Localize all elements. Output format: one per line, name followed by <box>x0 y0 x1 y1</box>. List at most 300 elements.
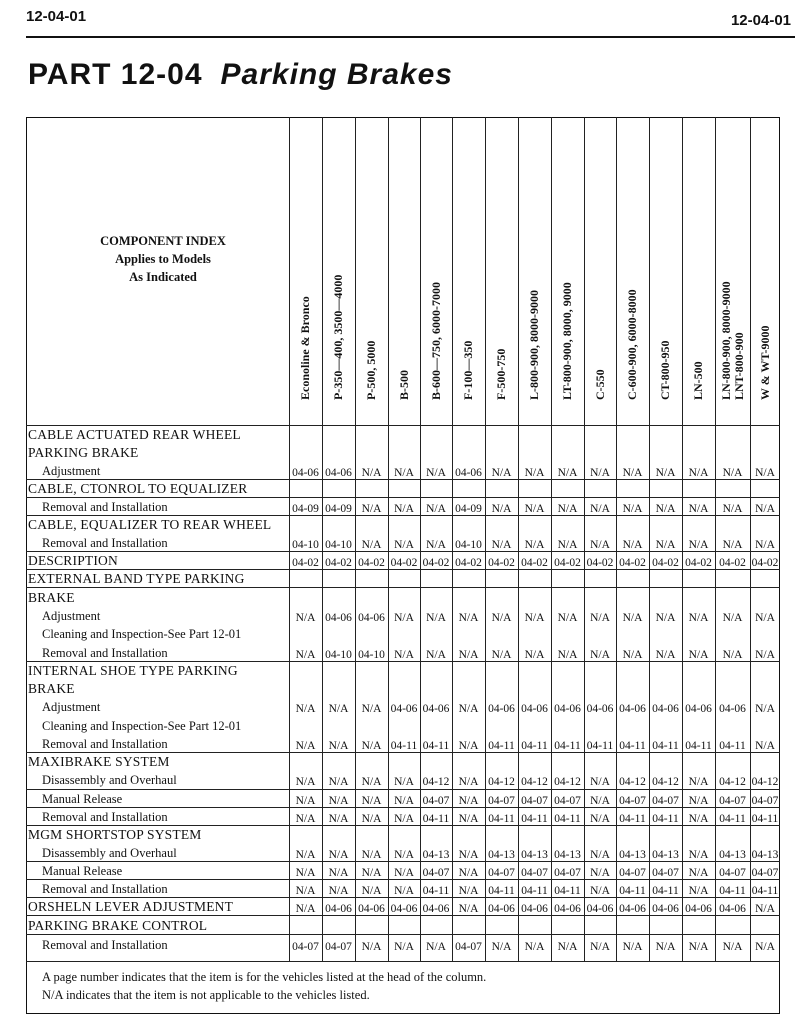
table-cell: N/A <box>590 941 610 953</box>
row-label: Manual Release <box>42 864 123 878</box>
table-cell: 04-07 <box>488 867 515 879</box>
table-cell: 04-11 <box>652 813 679 825</box>
table-cell: 04-02 <box>390 557 418 569</box>
table-cell: 04-07 <box>652 867 679 879</box>
table-cell: 04-06 <box>325 903 352 915</box>
row-divider <box>26 961 780 962</box>
column-header-line: F-100—350 <box>461 340 475 400</box>
table-cell: 04-11 <box>619 813 646 825</box>
table-cell: 04-02 <box>751 557 779 569</box>
table-cell: 04-02 <box>619 557 646 569</box>
component-index-subtitle-2: As Indicated <box>129 270 197 284</box>
table-cell: N/A <box>722 612 743 624</box>
table-cell: N/A <box>755 649 775 661</box>
table-cell: 04-07 <box>292 941 319 953</box>
table-cell: N/A <box>655 539 676 551</box>
table-cell: N/A <box>394 612 414 624</box>
row-label: Removal and Installation <box>42 882 168 896</box>
table-cell: N/A <box>394 776 414 788</box>
table-cell: N/A <box>458 649 479 661</box>
column-header-line: C-550 <box>592 369 607 400</box>
section-title: PARKING BRAKE <box>28 445 139 460</box>
section-title: EXTERNAL BAND TYPE PARKING <box>28 571 245 586</box>
table-cell: N/A <box>590 867 610 879</box>
table-cell: N/A <box>426 612 446 624</box>
column-header <box>720 281 746 400</box>
table-cell: N/A <box>394 941 414 953</box>
row-label: Adjustment <box>42 609 101 623</box>
row-label: Cleaning and Inspection-See Part 12-01 <box>42 627 242 641</box>
table-cell: N/A <box>688 867 709 879</box>
table-cell: N/A <box>524 467 545 479</box>
table-cell: N/A <box>722 649 743 661</box>
table-cell: 04-13 <box>751 849 779 861</box>
table-cell: 04-06 <box>521 703 548 715</box>
table-cell: 04-10 <box>455 539 482 551</box>
table-cell: N/A <box>361 703 382 715</box>
table-cell: 04-11 <box>521 813 548 825</box>
column-header-line: LT-800-900, 8000, 9000 <box>560 282 574 400</box>
table-cell: 04-12 <box>554 776 581 788</box>
table-cell: N/A <box>655 941 676 953</box>
table-cell: N/A <box>655 503 676 515</box>
table-cell: 04-11 <box>488 885 515 897</box>
table-cell: N/A <box>688 795 709 807</box>
table-cell: N/A <box>557 612 578 624</box>
table-cell: N/A <box>755 941 775 953</box>
table-cell: 04-12 <box>751 776 779 788</box>
table-cell: N/A <box>524 612 545 624</box>
table-cell: N/A <box>295 740 316 752</box>
table-cell: N/A <box>491 467 512 479</box>
table-cell: N/A <box>590 612 610 624</box>
column-header <box>626 289 639 400</box>
column-header-line: LNT-800-900 <box>731 332 746 400</box>
column-header <box>528 290 541 400</box>
row-label: Removal and Installation <box>42 500 168 514</box>
table-cell: N/A <box>458 849 479 861</box>
table-cell: 04-11 <box>422 885 450 897</box>
table-cell: 04-09 <box>325 503 352 515</box>
table-cell: N/A <box>491 539 512 551</box>
row-label: Removal and Installation <box>42 646 168 660</box>
table-cell: N/A <box>295 903 316 915</box>
table-cell: N/A <box>722 539 743 551</box>
part-subject: Parking Brakes <box>220 58 453 91</box>
table-cell: N/A <box>394 795 414 807</box>
table-cell: N/A <box>295 776 316 788</box>
table-cell: N/A <box>361 503 382 515</box>
table-cell: 04-11 <box>751 885 779 897</box>
table-cell: N/A <box>295 795 316 807</box>
row-label: Disassembly and Overhaul <box>42 846 177 860</box>
table-cell: 04-11 <box>390 740 418 752</box>
table-cell: N/A <box>458 903 479 915</box>
table-cell: 04-12 <box>488 776 515 788</box>
table-cell: 04-06 <box>554 703 581 715</box>
table-cell: 04-07 <box>422 795 450 807</box>
table-cell: 04-13 <box>719 849 746 861</box>
section-title: CABLE ACTUATED REAR WHEEL <box>28 427 241 442</box>
table-cell: N/A <box>590 467 610 479</box>
section-title: BRAKE <box>28 590 75 605</box>
table-cell: N/A <box>524 503 545 515</box>
table-cell: N/A <box>295 649 316 661</box>
table-cell: N/A <box>394 649 414 661</box>
table-cell: N/A <box>458 703 479 715</box>
table-cell: 04-11 <box>751 813 779 825</box>
page-title <box>28 58 453 92</box>
table-cell: N/A <box>755 740 775 752</box>
table-cell: 04-11 <box>619 885 646 897</box>
table-cell: 04-11 <box>422 740 450 752</box>
table-cell: N/A <box>361 795 382 807</box>
table-cell: 04-11 <box>422 813 450 825</box>
column-header <box>365 341 378 400</box>
table-cell: N/A <box>394 503 414 515</box>
column-header <box>594 369 607 400</box>
table-cell: N/A <box>458 795 479 807</box>
table-cell: 04-07 <box>619 795 646 807</box>
table-cell: N/A <box>557 649 578 661</box>
section-title: INTERNAL SHOE TYPE PARKING <box>28 663 238 678</box>
table-cell: 04-06 <box>488 903 515 915</box>
table-cell: N/A <box>361 776 382 788</box>
table-cell: 04-02 <box>521 557 548 569</box>
table-cell: N/A <box>590 649 610 661</box>
table-cell: N/A <box>755 903 775 915</box>
table-cell: N/A <box>328 795 349 807</box>
table-cell: 04-09 <box>455 503 482 515</box>
column-header-line: LN-500 <box>691 361 705 400</box>
table-cell: 04-06 <box>652 703 679 715</box>
table-cell: 04-13 <box>554 849 581 861</box>
component-index-subtitle: Applies to Models <box>115 252 211 266</box>
table-cell: N/A <box>688 467 709 479</box>
row-label: Removal and Installation <box>42 737 168 751</box>
column-header <box>462 341 475 400</box>
table-cell: N/A <box>361 941 382 953</box>
table-cell: 04-12 <box>521 776 548 788</box>
section-title: MAXIBRAKE SYSTEM <box>28 754 170 769</box>
table-cell: N/A <box>394 539 414 551</box>
page-number-left: 12-04-01 <box>26 8 87 25</box>
footnote-page-number: A page number indicates that the item is for the vehicles listed at the head of the column. <box>42 970 487 984</box>
table-cell: N/A <box>361 849 382 861</box>
column-header <box>495 349 508 400</box>
table-cell: N/A <box>524 649 545 661</box>
table-cell: 04-02 <box>719 557 746 569</box>
part-number: PART 12-04 <box>28 58 203 91</box>
table-cell: N/A <box>458 813 479 825</box>
table-cell: 04-10 <box>325 649 352 661</box>
table-cell: N/A <box>590 885 610 897</box>
table-cell: 04-11 <box>719 885 746 897</box>
table-cell: 04-06 <box>685 703 712 715</box>
table-cell: 04-06 <box>488 703 515 715</box>
table-cell: 04-07 <box>422 867 450 879</box>
table-cell: 04-07 <box>488 795 515 807</box>
column-header-line: B-500 <box>396 370 411 400</box>
table-cell: 04-02 <box>422 557 450 569</box>
table-cell: N/A <box>655 467 676 479</box>
table-cell: 04-06 <box>619 903 646 915</box>
table-cell: 04-06 <box>390 703 418 715</box>
row-label: Disassembly and Overhaul <box>42 773 177 787</box>
table-cell: 04-12 <box>619 776 646 788</box>
row-label: Removal and Installation <box>42 810 168 824</box>
table-cell: 04-07 <box>719 867 746 879</box>
table-cell: 04-06 <box>358 612 385 624</box>
column-header <box>561 282 574 400</box>
table-cell: N/A <box>524 539 545 551</box>
table-cell: 04-10 <box>292 539 319 551</box>
table-cell: 04-06 <box>455 467 482 479</box>
table-cell: 04-07 <box>652 795 679 807</box>
table-cell: 04-13 <box>488 849 515 861</box>
table-cell: N/A <box>655 649 676 661</box>
table-cell: 04-07 <box>521 795 548 807</box>
table-cell: 04-06 <box>325 612 352 624</box>
table-cell: N/A <box>394 813 414 825</box>
table-cell: N/A <box>755 612 775 624</box>
table-cell: N/A <box>688 849 709 861</box>
table-cell: 04-11 <box>488 813 515 825</box>
table-cell: N/A <box>491 612 512 624</box>
table-cell: N/A <box>557 467 578 479</box>
row-label: Manual Release <box>42 792 123 806</box>
table-cell: N/A <box>361 539 382 551</box>
table-cell: N/A <box>622 539 643 551</box>
section-title: PARKING BRAKE CONTROL <box>28 918 208 933</box>
row-divider <box>26 587 780 588</box>
table-cell: N/A <box>491 941 512 953</box>
column-header-line: Econoline & Bronco <box>298 296 312 400</box>
table-cell: N/A <box>688 813 709 825</box>
table-cell: 04-06 <box>554 903 581 915</box>
section-title: CABLE, CTONROL TO EQUALIZER <box>28 481 248 496</box>
table-cell: N/A <box>590 795 610 807</box>
table-cell: 04-11 <box>685 740 712 752</box>
section-title: CABLE, EQUALIZER TO REAR WHEEL <box>28 517 272 532</box>
table-cell: 04-13 <box>521 849 548 861</box>
table-cell: 04-06 <box>325 467 352 479</box>
table-cell: 04-11 <box>586 740 614 752</box>
table-cell: 04-06 <box>586 703 614 715</box>
table-cell: N/A <box>295 703 316 715</box>
table-cell: N/A <box>557 941 578 953</box>
table-cell: N/A <box>426 539 446 551</box>
table-cell: N/A <box>590 776 610 788</box>
table-cell: 04-11 <box>521 740 548 752</box>
table-cell: 04-02 <box>586 557 614 569</box>
table-cell: 04-07 <box>554 867 581 879</box>
table-cell: 04-06 <box>586 903 614 915</box>
column-header-line: CT-800-950 <box>658 340 672 400</box>
table-cell: N/A <box>557 503 578 515</box>
table-cell: N/A <box>328 703 349 715</box>
table-cell: N/A <box>655 612 676 624</box>
table-cell: 04-06 <box>652 903 679 915</box>
column-header-line: LN-800-900, 8000-9000 <box>718 281 733 400</box>
table-cell: 04-02 <box>358 557 385 569</box>
table-cell: N/A <box>590 503 610 515</box>
section-title: ORSHELN LEVER ADJUSTMENT <box>28 899 234 914</box>
table-cell: 04-12 <box>422 776 450 788</box>
column-header <box>692 361 705 400</box>
table-cell: 04-11 <box>488 740 515 752</box>
table-cell: 04-11 <box>554 813 581 825</box>
table-cell: N/A <box>361 867 382 879</box>
table-cell: 04-12 <box>719 776 746 788</box>
table-cell: N/A <box>458 776 479 788</box>
table-cell: N/A <box>295 885 316 897</box>
table-cell: 04-10 <box>358 649 385 661</box>
column-header <box>430 282 443 400</box>
table-cell: N/A <box>328 813 349 825</box>
header-rule <box>26 36 795 38</box>
column-header-line: C-600-900, 6000-8000 <box>625 289 639 400</box>
column-header-line: P-500, 5000 <box>364 340 378 400</box>
table-cell: 04-13 <box>652 849 679 861</box>
table-cell: 04-11 <box>652 885 679 897</box>
table-cell: N/A <box>361 885 382 897</box>
table-cell: 04-06 <box>292 467 319 479</box>
table-cell: 04-02 <box>652 557 679 569</box>
table-cell: 04-02 <box>292 557 319 569</box>
page-number-right: 12-04-01 <box>730 12 791 29</box>
table-cell: N/A <box>458 612 479 624</box>
table-cell: 04-02 <box>325 557 352 569</box>
table-cell: 04-07 <box>619 867 646 879</box>
table-cell: 04-02 <box>685 557 712 569</box>
table-cell: N/A <box>755 703 775 715</box>
table-cell: 04-10 <box>325 539 352 551</box>
table-cell: N/A <box>722 503 743 515</box>
table-cell: N/A <box>394 867 414 879</box>
table-cell: N/A <box>328 776 349 788</box>
footnote-na: N/A indicates that the item is not applicable to the vehicles listed. <box>42 988 370 1002</box>
table-cell: N/A <box>328 740 349 752</box>
table-cell: N/A <box>491 649 512 661</box>
table-cell: N/A <box>688 539 709 551</box>
table-cell: N/A <box>524 941 545 953</box>
table-cell: N/A <box>328 885 349 897</box>
column-header <box>659 340 672 400</box>
table-cell: N/A <box>622 649 643 661</box>
column-header <box>398 370 411 400</box>
table-cell: N/A <box>458 867 479 879</box>
table-cell: N/A <box>426 503 446 515</box>
column-header-line: F-500-750 <box>494 348 508 400</box>
row-label: Adjustment <box>42 464 101 478</box>
table-cell: N/A <box>622 612 643 624</box>
table-cell: 04-07 <box>719 795 746 807</box>
column-header <box>299 296 312 400</box>
table-cell: 04-11 <box>554 740 581 752</box>
table-cell: 04-02 <box>554 557 581 569</box>
table-cell: N/A <box>590 849 610 861</box>
table-cell: 04-06 <box>719 703 746 715</box>
table-cell: N/A <box>328 849 349 861</box>
table-cell: N/A <box>722 941 743 953</box>
table-cell: N/A <box>688 649 709 661</box>
table-cell: N/A <box>295 849 316 861</box>
table-cell: N/A <box>688 612 709 624</box>
table-cell: N/A <box>394 467 414 479</box>
component-index-title: COMPONENT INDEX <box>100 234 226 248</box>
column-header-line: B-600—750, 6000-7000 <box>428 282 443 400</box>
table-cell: N/A <box>722 467 743 479</box>
table-cell: 04-11 <box>619 740 646 752</box>
table-cell: 04-13 <box>422 849 450 861</box>
table-cell: 04-06 <box>422 903 450 915</box>
table-cell: 04-02 <box>455 557 482 569</box>
table-cell: N/A <box>755 539 775 551</box>
section-title: MGM SHORTSTOP SYSTEM <box>28 827 202 842</box>
table-cell: N/A <box>361 740 382 752</box>
table-cell: N/A <box>755 503 775 515</box>
table-cell: 04-06 <box>521 903 548 915</box>
table-cell: N/A <box>426 941 446 953</box>
table-cell: 04-06 <box>719 903 746 915</box>
table-cell: 04-12 <box>652 776 679 788</box>
column-header-line: P-350—400, 3500—4000 <box>331 274 345 400</box>
table-cell: 04-11 <box>521 885 548 897</box>
table-cell: N/A <box>688 776 709 788</box>
table-cell: N/A <box>755 467 775 479</box>
table-cell: N/A <box>361 467 382 479</box>
table-cell: N/A <box>557 539 578 551</box>
table-cell: N/A <box>328 867 349 879</box>
table-cell: N/A <box>590 539 610 551</box>
table-cell: N/A <box>458 740 479 752</box>
table-cell: 04-07 <box>521 867 548 879</box>
table-cell: 04-09 <box>292 503 319 515</box>
table-cell: 04-06 <box>358 903 385 915</box>
column-header-line: W & WT-9000 <box>757 325 772 400</box>
table-cell: 04-11 <box>554 885 581 897</box>
table-cell: N/A <box>295 612 316 624</box>
table-cell: 04-02 <box>488 557 515 569</box>
table-cell: N/A <box>491 503 512 515</box>
table-cell: 04-13 <box>619 849 646 861</box>
table-cell: N/A <box>622 503 643 515</box>
table-cell: 04-07 <box>325 941 352 953</box>
table-cell: N/A <box>590 813 610 825</box>
table-cell: N/A <box>688 885 709 897</box>
table-cell: N/A <box>426 649 446 661</box>
table-cell: N/A <box>394 849 414 861</box>
column-header-line: L-800-900, 8000-9000 <box>527 290 541 400</box>
table-cell: N/A <box>688 503 709 515</box>
table-cell: N/A <box>361 813 382 825</box>
table-cell: N/A <box>426 467 446 479</box>
row-label: Adjustment <box>42 700 101 714</box>
section-title: BRAKE <box>28 681 75 696</box>
table-cell: 04-06 <box>685 903 712 915</box>
table-cell: N/A <box>295 813 316 825</box>
component-index-heading <box>40 232 286 286</box>
table-cell: 04-06 <box>390 903 418 915</box>
row-label: Removal and Installation <box>42 938 168 952</box>
table-cell: N/A <box>622 941 643 953</box>
table-cell: 04-07 <box>455 941 482 953</box>
table-cell: 04-07 <box>554 795 581 807</box>
section-title: DESCRIPTION <box>28 553 118 568</box>
row-label: Cleaning and Inspection-See Part 12-01 <box>42 719 242 733</box>
table-cell: 04-07 <box>751 795 779 807</box>
